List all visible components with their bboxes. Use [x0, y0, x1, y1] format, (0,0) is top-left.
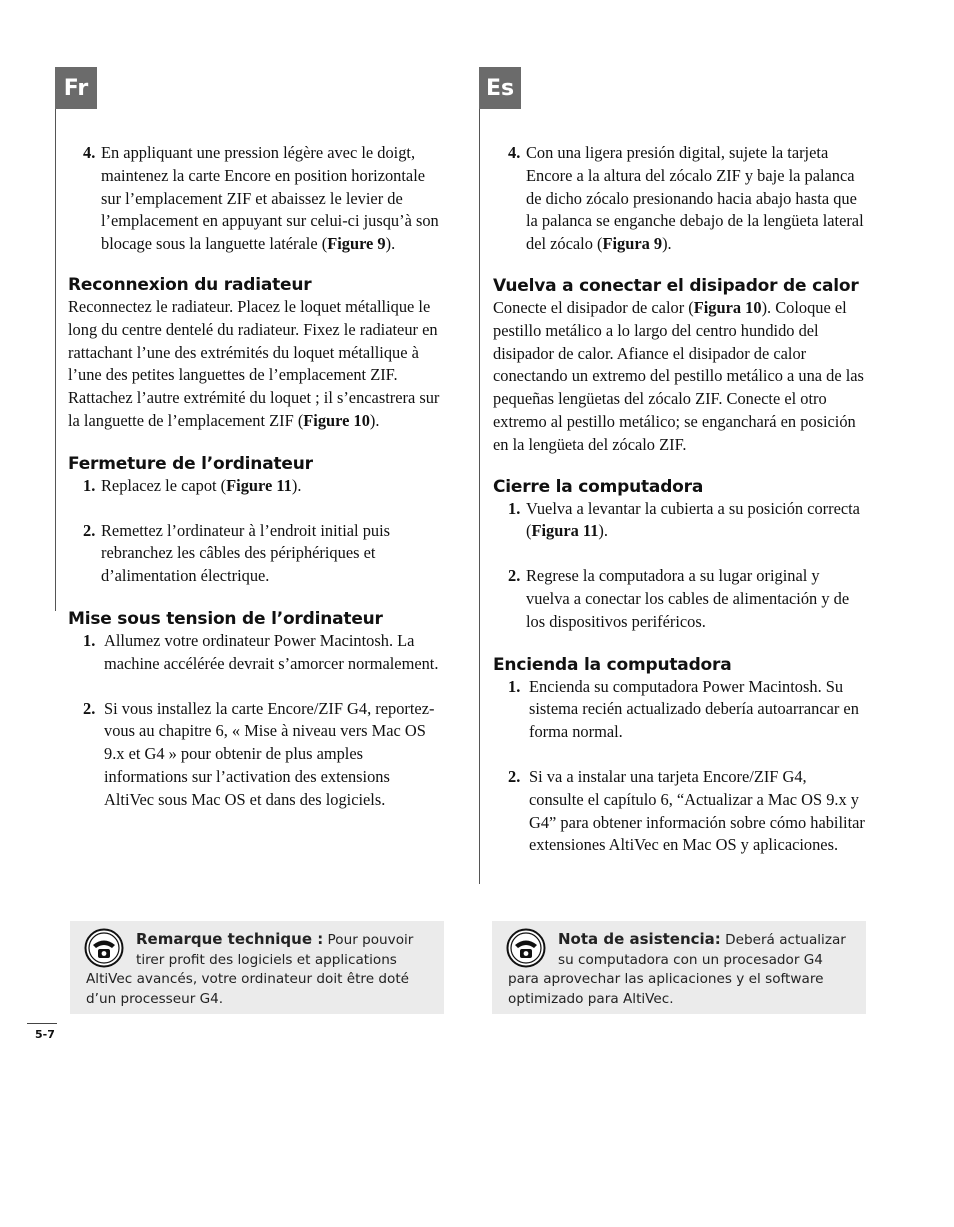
step-number: 2.: [83, 520, 96, 540]
es-reconnect-text: [493, 297, 865, 457]
step-number: 1.: [508, 676, 521, 696]
step-number: 4.: [508, 143, 521, 162]
reconnect-body: Conecte el disipador de calor (: [493, 297, 694, 317]
step-number: 1.: [508, 498, 521, 518]
column-french: [68, 142, 440, 812]
es-heading-close: Cierre la computadora: [493, 476, 704, 497]
figure-ref: Figura 10: [693, 297, 762, 317]
column-rule-es: [479, 109, 480, 884]
step-4-text: En appliquant une pression légère avec le doigt, maintenez la carte Encore en position horizontale sur l’emplacement ZIF et abaissez le levier de l’emplacement en appuyant sur celui-ci jusqu’à son blocage sous la languette latérale (: [101, 143, 439, 254]
es-support-note: [492, 921, 866, 1014]
fr-heading-close: Fermeture de l’ordinateur: [68, 453, 313, 474]
reconnect-tail: ). Coloque el pestillo metálico a lo largo del centro hundido del disipador de calor. Afiance el disipador de calor conectando un extremo del pestillo metálico a una de las pequeñas lengüetas del zócalo ZIF. Conecte el otro extremo al pestillo metálico; se enganchará en posición en la lengüeta del zócalo ZIF.: [493, 297, 864, 454]
lang-tab-es: [479, 67, 521, 109]
step-4-text: Con una ligera presión digital, sujete la tarjeta Encore a la altura del zócalo ZIF y baje la palanca de dicho zócalo presionando hacia abajo hasta que la palanca se enganche debajo de la lengüeta lateral del zócalo (: [526, 143, 864, 254]
note-lead: Remarque technique :: [136, 930, 324, 948]
lang-tab-fr-label: Fr: [63, 75, 89, 101]
fr-heading-power: Mise sous tension de l’ordinateur: [68, 608, 383, 629]
step-4-tail: ).: [662, 234, 672, 254]
es-power-step-2: [508, 766, 865, 857]
figure-ref: Figura 9: [602, 234, 663, 254]
es-heading-power: Encienda la computadora: [493, 654, 732, 675]
page-number: 5-7: [35, 1028, 55, 1041]
es-close-step-2: [508, 565, 865, 633]
es-close-step-1: [508, 498, 865, 544]
close-step-1-text: Vuelva a levantar la cubierta a su posición correcta (: [526, 498, 860, 541]
note-body: Pour pouvoir tirer profit des logiciels et applications AltiVec avancés, votre ordinateur doit être doté d’un processeur G4.: [86, 932, 414, 1007]
note-lead: Nota de asistencia:: [558, 930, 721, 948]
close-step-1-text: Replacez le capot (: [101, 475, 227, 495]
es-step-4: [508, 142, 865, 256]
fr-close-step-1: [83, 475, 440, 498]
step-number: 4.: [83, 143, 96, 162]
column-rule-fr: [55, 109, 56, 611]
column-spanish: [493, 142, 865, 857]
lang-tab-fr: [55, 67, 97, 109]
figure-ref: Figure 9: [327, 234, 386, 254]
step-text: Encienda su computadora Power Macintosh. Su sistema recién actualizado debería autoarrancar en forma normal.: [529, 676, 859, 742]
step-text: [526, 142, 865, 256]
close-step-1-tail: ).: [291, 475, 302, 495]
fr-reconnect-text: [68, 296, 440, 433]
fr-note-text: [86, 930, 432, 1009]
fr-heading-reconnect: Reconnexion du radiateur: [68, 274, 312, 295]
page-number-rule: [27, 1023, 57, 1024]
reconnect-tail: ).: [369, 410, 380, 430]
step-text: [101, 475, 440, 498]
fr-power-step-1: [83, 630, 440, 676]
step-number: 2.: [508, 566, 521, 586]
icon-spacer: [86, 930, 136, 966]
figure-ref: Figure 11: [226, 475, 292, 495]
figure-ref: Figure 10: [303, 410, 370, 430]
fr-power-step-2: [83, 698, 440, 812]
close-step-1-tail: ).: [598, 521, 608, 541]
reconnect-body: Reconnectez le radiateur. Placez le loquet métallique le long du centre dentelé du radiateur. Fixez le radiateur en rattachant l’une des extrémités du loquet métallique à l’une des petites languettes de l’emplacement ZIF. Rattachez l’autre extrémité du loquet ; il s’encastrera sur la languette de l’emplacement ZIF (: [68, 296, 440, 430]
step-text: Regrese la computadora a su lugar original y vuelva a conectar los cables de alimentación y de los dispositivos periféricos.: [526, 566, 850, 631]
es-heading-reconnect: Vuelva a conectar el disipador de calor: [493, 275, 859, 296]
step-text: Si vous installez la carte Encore/ZIF G4, reportez-vous au chapitre 6, « Mise à niveau vers Mac OS 9.x et G4 » pour obtenir de plus amples informations sur l’activation des extensions AltiVec sous Mac OS et dans des logiciels.: [104, 698, 435, 809]
step-number: 2.: [508, 766, 521, 786]
fr-step-4: [83, 142, 440, 256]
step-text: [526, 498, 865, 544]
step-number: 2.: [83, 698, 96, 718]
step-text: Allumez votre ordinateur Power Macintosh. La machine accélérée devrait s’amorcer normalement.: [104, 630, 439, 673]
lang-tab-es-label: Es: [485, 75, 515, 101]
note-body: Deberá actualizar su computadora con un procesador G4 para aprovechar las aplicaciones y el software optimizado para AltiVec.: [508, 932, 846, 1007]
step-text: [101, 142, 440, 256]
step-text: Si va a instalar una tarjeta Encore/ZIF G4, consulte el capítulo 6, “Actualizar a Mac OS 9.x y G4” para obtener información sobre cómo habilitar extensiones AltiVec en Mac OS y aplicaciones.: [529, 766, 865, 855]
fr-close-step-2: [83, 520, 440, 588]
icon-spacer: [508, 930, 558, 966]
es-note-text: [508, 930, 854, 1009]
figure-ref: Figura 11: [531, 521, 599, 541]
step-number: 1.: [83, 475, 96, 495]
es-power-step-1: [508, 676, 865, 744]
step-number: 1.: [83, 630, 96, 650]
step-4-tail: ).: [385, 234, 396, 254]
step-text: Remettez l’ordinateur à l’endroit initial puis rebranchez les câbles des périphériques et d’alimentation électrique.: [101, 520, 391, 586]
fr-tech-note: [70, 921, 444, 1014]
